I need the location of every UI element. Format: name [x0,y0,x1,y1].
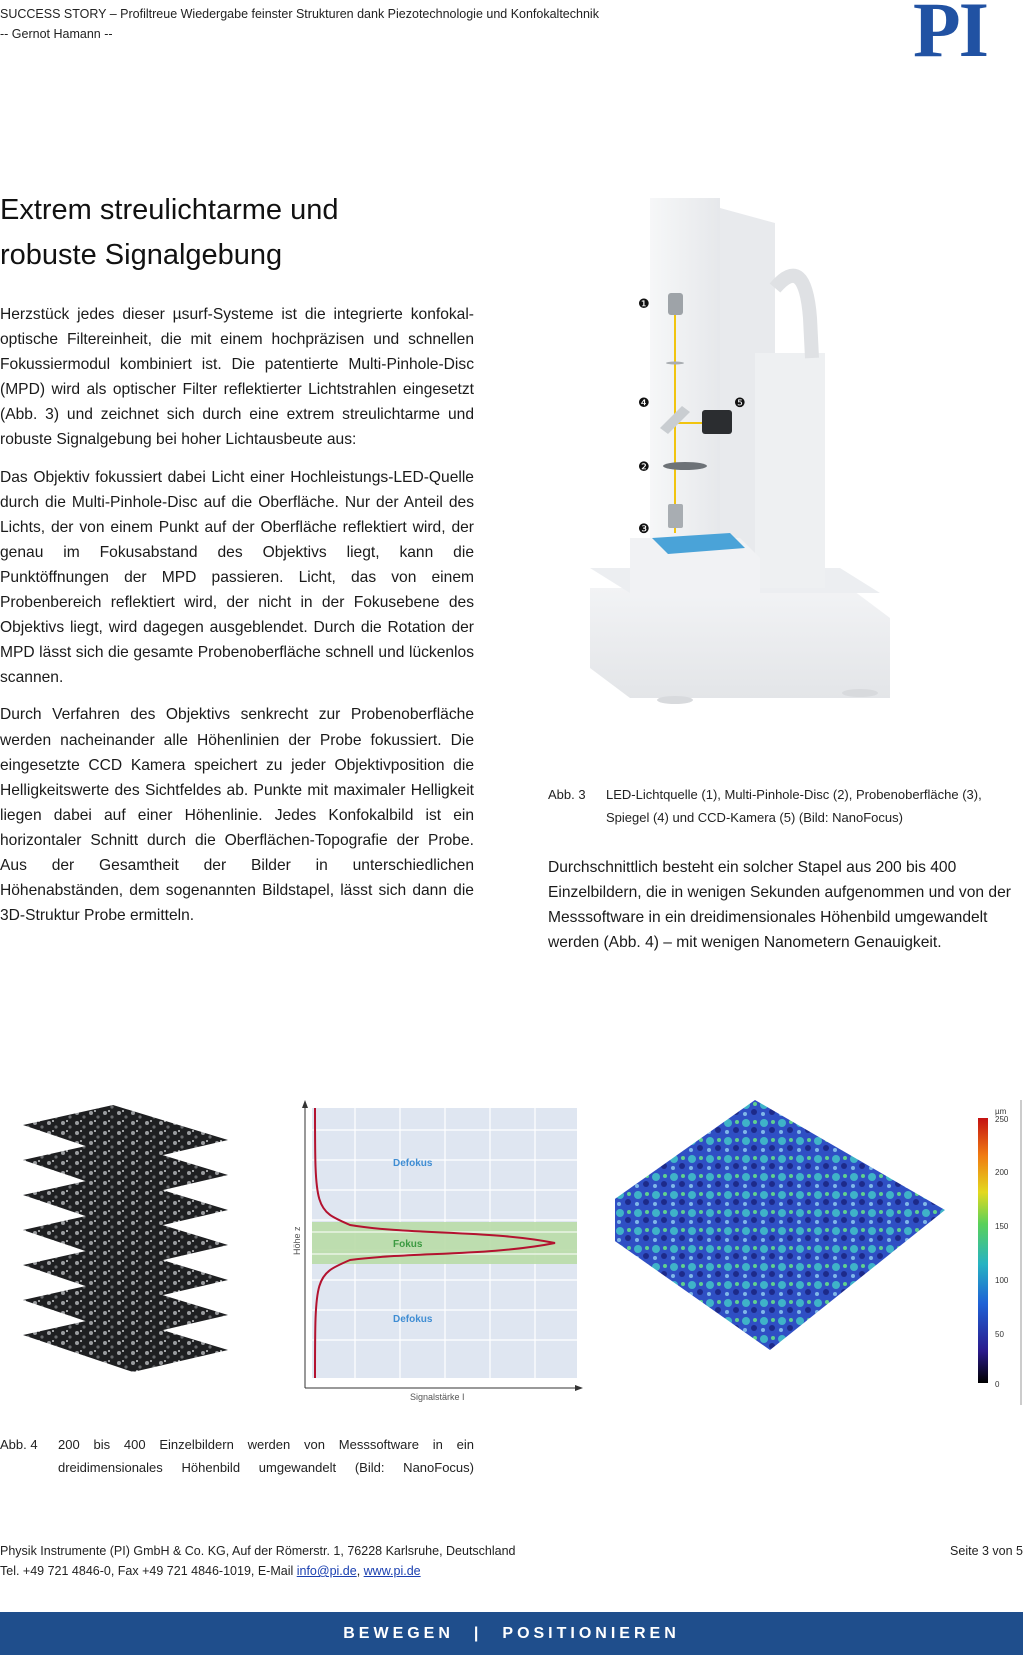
pi-logo [911,0,1036,62]
header-title: SUCCESS STORY – Profiltreue Wiedergabe feinster Strukturen dank Piezotechnologie und Konfokaltechnik [0,7,599,21]
stack-slices [23,1105,228,1372]
header-author: -- Gernot Hamann -- [0,27,113,41]
topography-figure [615,1100,1025,1440]
cable [775,276,812,358]
page-footer [0,1541,1023,1581]
image-stack-figure [18,1100,246,1395]
x-axis-label: Signalstärke I [410,1392,465,1402]
column-front [650,198,720,568]
section-title [0,188,460,278]
marker-2: ❷ [638,460,650,475]
footer-separator: , [356,1564,364,1578]
footer-contact-prefix: Tel. +49 721 4846-0, Fax +49 721 4846-1019, E-Mail [0,1564,297,1578]
right-column [548,855,1018,955]
pinhole-disc [663,462,707,470]
colorbar-tick: 200 [995,1168,1009,1177]
colorbar-tick: 150 [995,1222,1009,1231]
paragraph: Das Objektiv fokussiert dabei Licht einer Hochleistungs-LED-Quelle durch die Multi-Pinhole-Disc auf die Oberfläche. Nur der Anteil des Lichts, der von einem Punkt auf der Oberfläche reflektiert wird, der genau im Fokusabstand des Objektivs liegt, kann die Punktöffnungen der MPD passieren. Licht, das von einem Probenbereich reflektiert wird, der nicht in der Fokusebene des Objektivs liegt, wird dagegen ausgeblendet. Durch die Rotation der MPD lässt sich die gesamte Probenoberfläche schnell und lückenlos scannen. [0,468,474,687]
banner-right: POSITIONIEREN [502,1624,680,1642]
caption-text: LED-Lichtquelle (1), Multi-Pinhole-Disc (2), Probenoberfläche (3), Spiegel (4) und CCD-Kamera (5) (Bild: NanoFocus) [606,787,982,825]
paragraph: Durch Verfahren des Objektivs senkrecht zur Probenoberfläche werden nacheinander alle Höhenlinien der Probe fokussiert. Die eingesetzte CCD Kamera speichert zu jeder Objektivposition die Helligkeitswerte des Sichtfeldes ab. Punkte mit maximaler Helligkeit liegen dabei auf einer Höhenlinie. Jedes Konfokalbild ist ein horizontaler Schnitt durch die Oberflächen-Topografie der Probe. Aus der Gesamtheit der Bilder in unterschiedlichen Höhenabständen, dem sogenannten Bildstapel, lässt sich dann die 3D-Struktur Probe ermitteln. [0,706,474,925]
side-housing [755,353,825,588]
label-defocus-top: Defokus [393,1158,433,1169]
colorbar [978,1118,988,1383]
ccd-camera [702,410,732,434]
marker-4: ❹ [638,396,650,411]
paragraph: Durchschnittlich besteht ein solcher Stapel aus 200 bis 400 Einzelbildern, die in wenigen Sekunden aufgenommen und von der Messsoftware in ein dreidimensionales Höhenbild umgewandelt werden (Abb. 4) – mit wenigen Nanometern Genauigkeit. [548,859,1011,952]
website-link[interactable]: www.pi.de [363,1564,421,1578]
paragraph: Herzstück jedes dieser µsurf-Systeme ist die integrierte konfokal-optische Filtereinheit, die mit einem hochpräzisen und schnellen Fokussiermodul kombiniert ist. Die patentierte Multi-Pinhole-Disc (MPD) wird als optischer Filter reflektierter Lichtstrahlen eingesetzt (Abb. 3) und zeichnet sich durch eine extrem streulichtarme und robuste Signalgebung bei hoher Lichtausbeute aus: [0,306,474,449]
focus-band [312,1222,577,1264]
caption-label: Abb. 4 [0,1437,38,1452]
base-plate [590,588,890,698]
footer-contact [0,1561,1023,1581]
caption-label: Abb. 3 [548,787,586,802]
colorbar-tick: 50 [995,1330,1004,1339]
objective [668,504,683,528]
footer-company: Physik Instrumente (PI) GmbH & Co. KG, Auf der Römerstr. 1, 76228 Karlsruhe, Deutschland [0,1544,516,1558]
left-column [0,302,474,940]
slice [23,1315,228,1372]
banner-left: BEWEGEN [343,1624,454,1642]
caption-text: 200 bis 400 Einzelbildern werden von Messsoftware in ein dreidimensionales Höhenbild umgewandelt (Bild: NanoFocus) [58,1437,474,1475]
bottom-banner [0,1612,1023,1655]
pi-logo-text: PI [913,0,987,62]
marker-1: ❶ [638,297,650,312]
microscope-figure [590,198,980,738]
section-title-line1: Extrem streulichtarme und [0,194,339,226]
section-title-line2: robuste Signalgebung [0,239,283,271]
led-source [668,293,683,315]
marker-3: ❸ [638,522,650,537]
surface-map [615,1100,945,1350]
colorbar-tick: 250 [995,1115,1009,1124]
figure-4-caption [0,1433,474,1479]
banner-divider: | [473,1624,483,1642]
label-defocus-bottom: Defokus [393,1314,433,1325]
email-link[interactable]: info@pi.de [296,1564,357,1578]
colorbar-tick: 100 [995,1276,1009,1285]
document-header [0,4,599,44]
focus-curve-chart [290,1100,590,1405]
page-number: Seite 3 von 5 [950,1544,1023,1558]
label-focus: Fokus [393,1239,423,1250]
y-axis-label: Höhe z [292,1226,302,1255]
marker-5: ❺ [734,396,746,411]
figure-3-caption [548,783,1026,829]
colorbar-tick: 0 [995,1380,1000,1389]
colorbar-unit: µm [995,1107,1007,1116]
